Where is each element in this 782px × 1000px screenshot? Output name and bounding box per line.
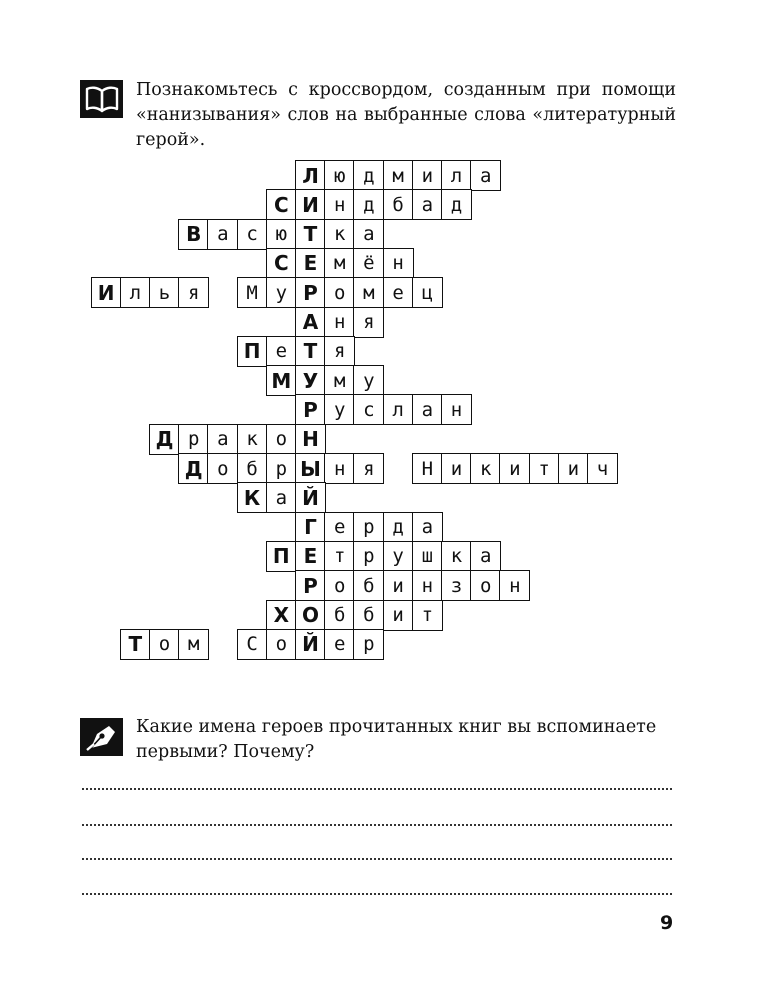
crossword-cell: е: [266, 336, 297, 367]
crossword-cell: б: [237, 453, 268, 484]
crossword-cell: П: [237, 336, 268, 367]
crossword-cell: к: [441, 541, 472, 572]
crossword-cell: М: [237, 277, 268, 308]
crossword-cell: ш: [412, 541, 443, 572]
crossword-cell: К: [237, 482, 268, 513]
crossword-cell: к: [470, 453, 501, 484]
crossword-cell: б: [324, 600, 355, 631]
crossword-cell: И: [91, 277, 122, 308]
crossword-cell: а: [470, 160, 501, 191]
crossword-cell: Д: [178, 453, 209, 484]
crossword-cell: а: [207, 219, 238, 250]
crossword-key-cell: Р: [295, 570, 326, 601]
crossword-cell: е: [324, 512, 355, 543]
crossword-cell: и: [441, 453, 472, 484]
crossword-cell: р: [353, 541, 384, 572]
answer-line-1[interactable]: [82, 788, 672, 790]
answer-line-4[interactable]: [82, 893, 672, 895]
crossword-cell: а: [207, 424, 238, 455]
crossword-cell: е: [324, 629, 355, 660]
crossword-cell: ю: [266, 219, 297, 250]
crossword-cell: а: [412, 394, 443, 425]
crossword-cell: с: [353, 394, 384, 425]
crossword-cell: н: [324, 453, 355, 484]
crossword-cell: м: [324, 248, 355, 279]
crossword-cell: а: [412, 512, 443, 543]
open-book-icon: [80, 80, 123, 118]
crossword-cell: л: [441, 160, 472, 191]
intro-text: Познакомьтесь с кроссвордом, созданным при помощи «нанизывания» слов на выбранные слова «литературный герой».: [136, 80, 676, 150]
crossword-key-cell: У: [295, 365, 326, 396]
question-text: Какие имена героев прочитанных книг вы вспоминаете первыми? Почему?: [136, 717, 657, 762]
crossword-key-cell: Ы: [295, 453, 326, 484]
crossword-cell: Н: [412, 453, 443, 484]
crossword-cell: ё: [353, 248, 384, 279]
crossword-cell: у: [266, 277, 297, 308]
crossword-cell: о: [149, 629, 180, 660]
crossword-cell: ь: [149, 277, 180, 308]
crossword-cell: т: [412, 600, 443, 631]
crossword-cell: о: [207, 453, 238, 484]
crossword-cell: н: [324, 189, 355, 220]
crossword-cell: я: [353, 453, 384, 484]
crossword-cell: н: [441, 394, 472, 425]
crossword-key-cell: И: [295, 189, 326, 220]
crossword-cell: П: [266, 541, 297, 572]
crossword-cell: д: [441, 189, 472, 220]
crossword-cell: с: [237, 219, 268, 250]
crossword-cell: б: [383, 189, 414, 220]
crossword-cell: у: [383, 541, 414, 572]
crossword-cell: и: [383, 600, 414, 631]
crossword-cell: о: [470, 570, 501, 601]
crossword-cell: у: [353, 365, 384, 396]
crossword-cell: о: [266, 424, 297, 455]
crossword-cell: а: [266, 482, 297, 513]
crossword-cell: р: [353, 629, 384, 660]
crossword-cell: м: [324, 365, 355, 396]
crossword-cell: б: [353, 570, 384, 601]
crossword-cell: о: [266, 629, 297, 660]
crossword-key-cell: Й: [295, 629, 326, 660]
crossword-cell: С: [266, 248, 297, 279]
crossword-cell: М: [266, 365, 297, 396]
crossword-cell: у: [324, 394, 355, 425]
crossword-key-cell: Е: [295, 248, 326, 279]
crossword-key-cell: Й: [295, 482, 326, 513]
crossword-cell: о: [324, 277, 355, 308]
crossword-key-cell: Н: [295, 424, 326, 455]
crossword-cell: а: [470, 541, 501, 572]
crossword-cell: и: [558, 453, 589, 484]
crossword-cell: м: [353, 277, 384, 308]
crossword-key-cell: Е: [295, 541, 326, 572]
crossword-cell: к: [237, 424, 268, 455]
crossword-cell: д: [383, 512, 414, 543]
crossword-cell: С: [266, 189, 297, 220]
crossword-cell: я: [178, 277, 209, 308]
crossword-key-cell: А: [295, 307, 326, 338]
crossword-cell: р: [266, 453, 297, 484]
page-number: 9: [660, 912, 674, 934]
crossword-key-cell: Р: [295, 277, 326, 308]
crossword-cell: з: [441, 570, 472, 601]
crossword-cell: Т: [120, 629, 151, 660]
crossword-key-cell: Р: [295, 394, 326, 425]
crossword-cell: и: [499, 453, 530, 484]
crossword-cell: н: [499, 570, 530, 601]
crossword-cell: т: [529, 453, 560, 484]
answer-line-3[interactable]: [82, 858, 672, 860]
crossword-cell: Д: [149, 424, 180, 455]
crossword-cell: С: [237, 629, 268, 660]
crossword-cell: я: [324, 336, 355, 367]
crossword-cell: р: [178, 424, 209, 455]
crossword-cell: н: [383, 248, 414, 279]
pen-nib-icon: [80, 718, 123, 756]
crossword-cell: л: [383, 394, 414, 425]
crossword-cell: и: [383, 570, 414, 601]
crossword-cell: В: [178, 219, 209, 250]
crossword-key-cell: Г: [295, 512, 326, 543]
crossword-cell: Х: [266, 600, 297, 631]
crossword-cell: м: [383, 160, 414, 191]
crossword-cell: и: [412, 160, 443, 191]
answer-line-2[interactable]: [82, 824, 672, 826]
crossword-cell: е: [383, 277, 414, 308]
crossword-cell: р: [353, 512, 384, 543]
crossword-key-cell: Л: [295, 160, 326, 191]
crossword-cell: ц: [412, 277, 443, 308]
crossword-cell: а: [353, 219, 384, 250]
crossword-cell: н: [324, 307, 355, 338]
crossword-cell: а: [412, 189, 443, 220]
crossword-cell: я: [353, 307, 384, 338]
crossword-cell: л: [120, 277, 151, 308]
crossword-cell: ю: [324, 160, 355, 191]
crossword-cell: б: [353, 600, 384, 631]
crossword-cell: ч: [587, 453, 618, 484]
crossword-cell: д: [353, 189, 384, 220]
crossword-key-cell: О: [295, 600, 326, 631]
crossword-cell: т: [324, 541, 355, 572]
crossword-cell: м: [178, 629, 209, 660]
crossword-cell: н: [412, 570, 443, 601]
crossword-cell: д: [353, 160, 384, 191]
crossword-cell: к: [324, 219, 355, 250]
crossword-key-cell: Т: [295, 336, 326, 367]
crossword-key-cell: Т: [295, 219, 326, 250]
crossword-cell: о: [324, 570, 355, 601]
